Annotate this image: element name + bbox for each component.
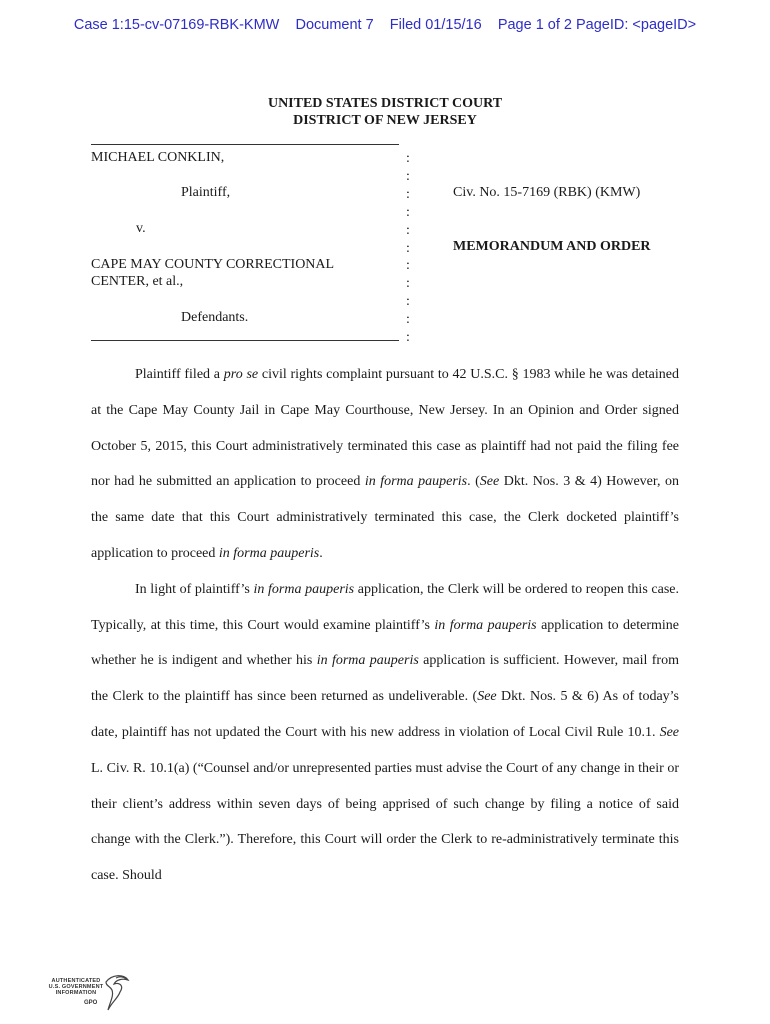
colon: :: [406, 168, 410, 184]
filed-date: Filed 01/15/16: [389, 17, 482, 33]
colon: :: [406, 240, 410, 256]
case-number: Case 1:15-cv-07169-RBK-KMW: [73, 17, 280, 33]
caption-colon-column: [406, 150, 410, 347]
plaintiff-name: MICHAEL CONKLIN,: [91, 150, 225, 165]
colon: :: [406, 222, 410, 238]
defendant-label: Defendants.: [181, 310, 249, 325]
colon: :: [406, 294, 410, 310]
seal-text: AUTHENTICATED U.S. GOVERNMENT INFORMATION: [48, 978, 104, 997]
civil-number: Civ. No. 15-7169 (RBK) (KMW): [453, 185, 641, 200]
paragraph-2: In light of plaintiff’s in forma pauperis application, the Clerk will be ordered to reopen this case. Typically, at this time, this Court would examine plaintiff’s in forma pauperis application to determine whether he is indigent and whether his in forma pauperis application is sufficient. However, mail from the Clerk to the plaintiff has since been returned as undeliverable. (See Dkt. Nos. 5 & 6) As of today’s date, plaintiff has not updated the Court with his new address in violation of Local Civil Rule 10.1. See L. Civ. R. 10.1(a) (“Counsel and/or unrepresented parties must advise the Court of any change in their or their client’s address within seven days of being apprised of such change by filing a notice of said change with the Clerk.”). Therefore, this Court will order the Clerk to re-administratively terminate this case. Should: [91, 581, 679, 884]
caption-bottom-rule: [91, 340, 399, 341]
gpo-mark: GPO: [84, 1000, 98, 1006]
caption-top-rule: [91, 144, 399, 145]
defendant-name-line1: CAPE MAY COUNTY CORRECTIONAL: [91, 257, 335, 272]
gpo-authentication-seal: [44, 970, 134, 1016]
defendant-name-line2: CENTER, et al.,: [91, 274, 184, 289]
ecf-header: [0, 17, 770, 33]
colon: :: [406, 204, 410, 220]
versus-label: v.: [136, 221, 146, 236]
paragraph-1: Plaintiff filed a pro se civil rights complaint pursuant to 42 U.S.C. § 1983 while he was detained at the Cape May County Jail in Cape May Courthouse, New Jersey. In an Opinion and Order signed October 5, 2015, this Court administratively terminated this case as plaintiff had not paid the filing fee nor had he submitted an application to proceed in forma pauperis. (See Dkt. Nos. 3 & 4) However, on the same date that this Court administratively terminated this case, the Clerk docketed plaintiff’s application to proceed in forma pauperis.: [91, 367, 680, 561]
eagle-icon: [102, 972, 132, 1014]
colon: :: [406, 276, 410, 292]
court-district: DISTRICT OF NEW JERSEY: [293, 113, 477, 128]
court-heading: [0, 95, 770, 129]
colon: :: [406, 151, 410, 166]
colon: :: [406, 258, 410, 274]
document-number: Document 7: [295, 17, 374, 33]
page-info: Page 1 of 2 PageID: <pageID>: [497, 17, 697, 33]
colon: :: [406, 330, 410, 346]
plaintiff-label: Plaintiff,: [181, 185, 231, 200]
colon: :: [406, 186, 410, 202]
body-text: [91, 357, 679, 894]
document-title: MEMORANDUM AND ORDER: [453, 239, 651, 254]
colon: :: [406, 312, 410, 328]
court-name: UNITED STATES DISTRICT COURT: [267, 96, 503, 111]
